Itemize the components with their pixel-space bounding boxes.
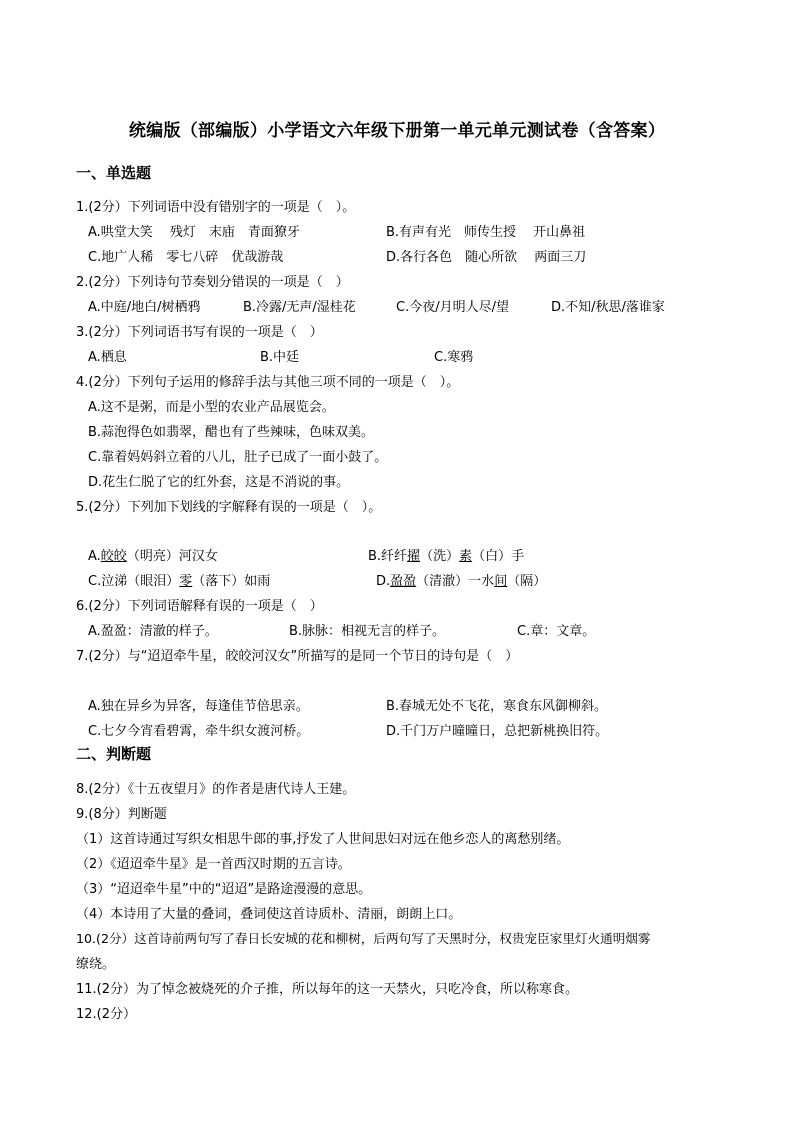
question-7-option-a: A.独在异乡为异客，每逢佳节倍思亲。 [88,699,309,714]
question-9-item-1: （1）这首诗通过写织女相思牛郎的事,抒发了人世间思妇对远在他乡恋人的离愁别绪。 [76,832,570,847]
question-5-stem: 5.(2分）下列加下划线的字解释有误的一项是（ ）。 [76,500,382,515]
question-2-option-d: D.不知/秋思/落谁家 [551,300,665,315]
question-4-option-c: C.靠着妈妈斜立着的八儿，肚子已成了一面小鼓了。 [88,450,388,465]
question-4-option-b: B.蒜泡得色如翡翠，醋也有了些辣味，色味双美。 [88,425,375,440]
question-7-option-d: D.千门万户曈曈日，总把新桃换旧符。 [386,724,609,739]
question-5-option-b [368,545,524,564]
underlined-word: 零 [179,574,193,589]
question-5-option-c [88,570,270,589]
option-text: （白）手 [472,549,525,564]
question-7-option-b: B.春城无处不飞花，寒食东风御柳斜。 [386,699,608,714]
question-7-stem: 7.(2分）与“迢迢牵牛星，皎皎河汉女”所描写的是同一个节日的诗句是（ ） [76,649,519,664]
question-8: 8.(2分）《十五夜望月》的作者是唐代诗人王建。 [76,782,356,797]
question-3-option-c: C.寒鸦 [434,350,474,365]
question-2-stem: 2.(2分）下列诗句节奏划分错误的一项是（ ） [76,275,349,290]
question-4-option-d: D.花生仁脱了它的红外套，这是不消说的事。 [88,475,350,490]
question-1-stem: 1.(2分）下列词语中没有错别字的一项是（ ）。 [76,200,356,215]
question-9-stem: 9.(8分）判断题 [76,807,167,822]
option-letter: A. [88,549,101,564]
option-text: （明亮）河汉女 [126,549,218,564]
question-12: 12.(2分） [76,1007,137,1022]
question-1-option-c: C.地广人稀 零七八碎 优哉游哉 [88,250,284,265]
question-2-option-a: A.中庭/地白/树栖鸦 [88,300,201,315]
question-6-option-b: B.脉脉：相视无言的样子。 [289,624,446,639]
question-3-option-a: A.栖息 [88,350,127,365]
question-6-option-a: A.盈盈：清澈的样子。 [88,624,218,639]
underlined-word: 素 [459,549,473,564]
question-4-stem: 4.(2分）下列句子运用的修辞手法与其他三项不同的一项是（ ）。 [76,375,460,390]
question-2-option-c: C.今夜/月明人尽/望 [396,300,509,315]
option-letter: D. [376,574,391,589]
question-1-option-b: B.有声有光 师传生授 开山鼻祖 [386,225,586,240]
question-1-option-a: A.哄堂大笑 残灯 末庙 青面獠牙 [88,225,300,240]
question-10-line-1: 10.(2分）这首诗前两句写了春日长安城的花和柳树，后两句写了天黑时分，权贵宠臣家里灯火通明烟雾 [76,931,651,946]
question-6-option-c: C.章：文章。 [517,624,596,639]
underlined-word: 间 [494,574,508,589]
option-text: （落下）如雨 [192,574,271,589]
question-6-stem: 6.(2分）下列词语解释有误的一项是（ ） [76,599,323,614]
underlined-word: 盈盈 [390,574,417,589]
question-5-option-a [88,545,218,564]
question-3-stem: 3.(2分）下列词语书写有误的一项是（ ） [76,325,323,340]
section-heading-single-choice: 一、单选题 [76,164,152,182]
option-text: （隔） [507,574,547,589]
underlined-word: 擢 [407,549,421,564]
option-text: （清澈）一水 [416,574,495,589]
question-3-option-b: B.中廷 [260,350,300,365]
question-9-item-2: （2）《迢迢牵牛星》是一首西汉时期的五言诗。 [76,857,351,872]
question-4-option-a: A.这不是粥，而是小型的农业产品展览会。 [88,400,335,415]
option-text: （洗） [420,549,460,564]
section-heading-true-false: 二、判断题 [76,745,152,763]
question-7-option-c: C.七夕今宵看碧霄，牵牛织女渡河桥。 [88,724,310,739]
underlined-word: 皎皎 [100,549,127,564]
question-2-option-b: B.冷露/无声/湿桂花 [243,300,356,315]
question-11: 11.(2分）为了悼念被烧死的介子推，所以每年的这一天禁火，只吃冷食，所以称寒食。 [76,982,579,997]
question-5-option-d [376,570,546,589]
question-9-item-3: （3）“迢迢牵牛星”中的“迢迢”是路途漫漫的意思。 [76,882,372,897]
page-title: 统编版（部编版）小学语文六年级下册第一单元单元测试卷（含答案） [128,121,666,141]
option-text: B.纤纤 [368,549,408,564]
question-1-option-d: D.各行各色 随心所欲 两面三刀 [386,250,587,265]
question-10-line-2: 缭绕。 [76,957,116,972]
question-9-item-4: （4）本诗用了大量的叠词，叠词使这首诗质朴、清丽，朗朗上口。 [76,907,462,922]
option-text: C.泣涕（眼泪） [88,574,180,589]
